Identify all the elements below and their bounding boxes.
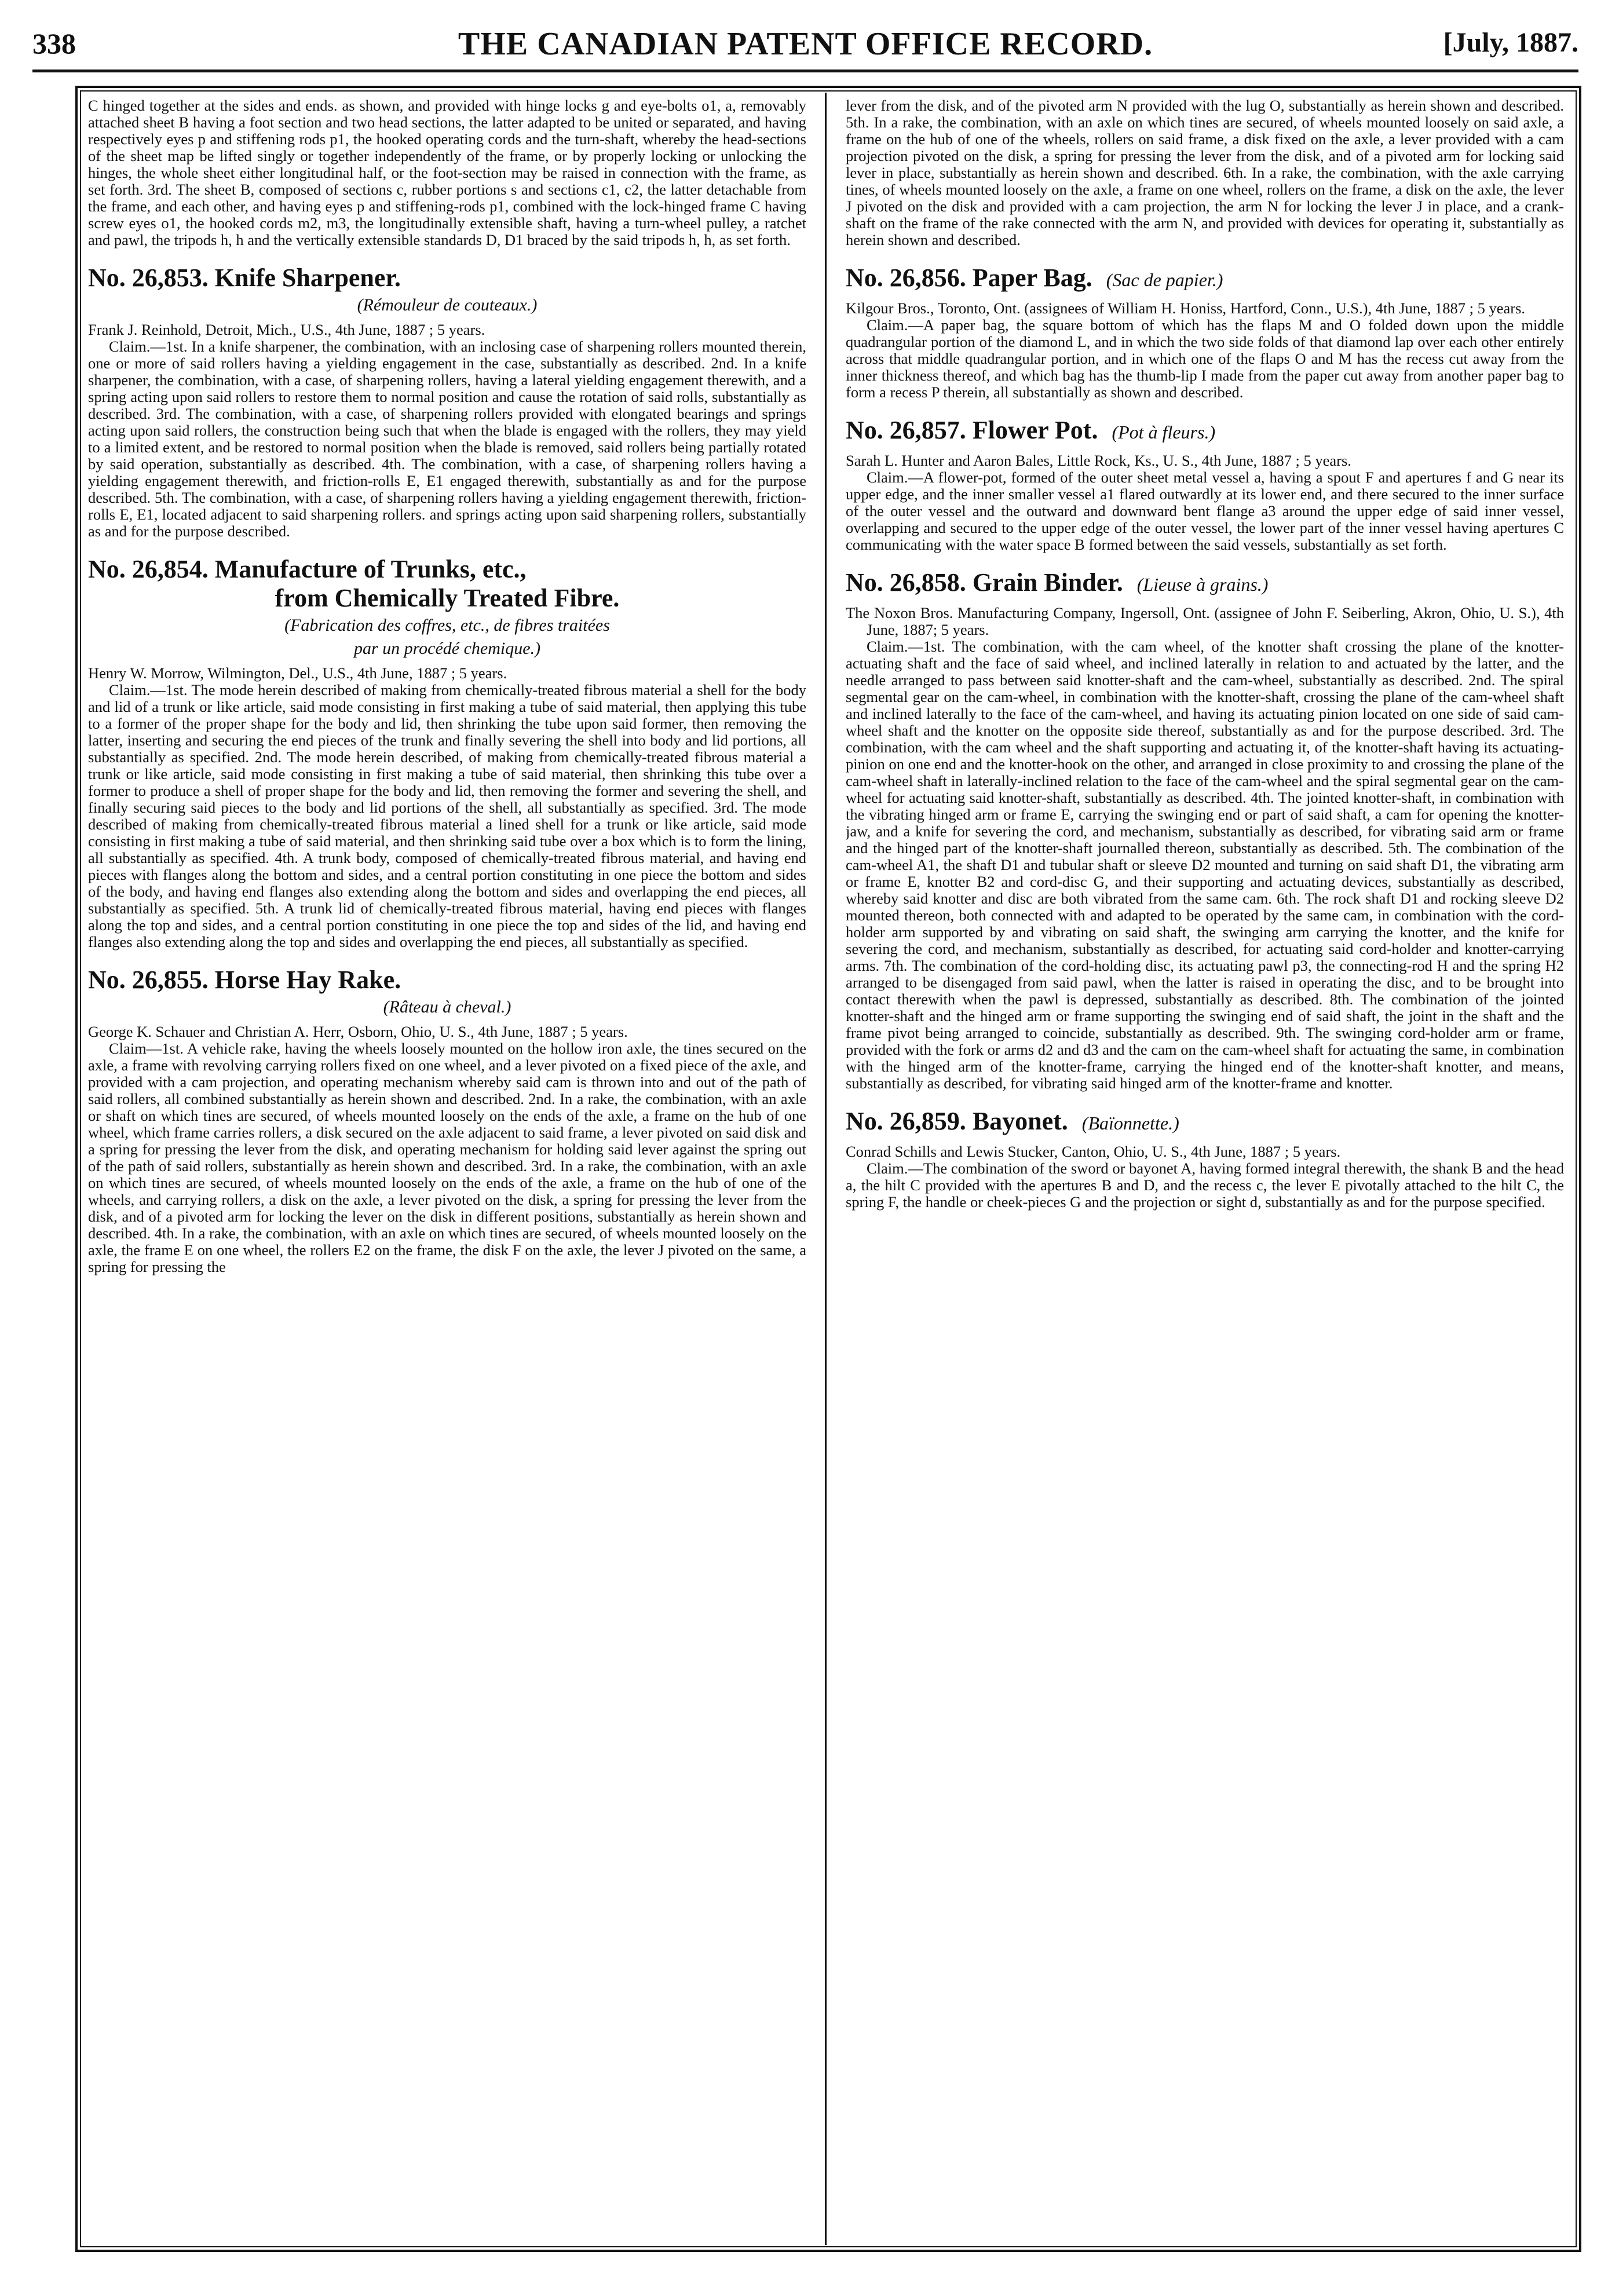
patent-26855-owner: George K. Schauer and Christian A. Herr, Osborn, Ohio, U. S., 4th June, 1887 ; 5 years. bbox=[88, 1023, 628, 1040]
patent-26859-heading bbox=[846, 1107, 1564, 1138]
patent-26856-french: (Sac de papier.) bbox=[1106, 269, 1223, 290]
patent-26859-title: No. 26,859. Bayonet. bbox=[846, 1107, 1068, 1135]
header-rule bbox=[32, 70, 1578, 72]
patent-26855-claim: Claim—1st. A vehicle rake, having the wheels loosely mounted on the hollow iron axle, the tines secured on the axle, a frame with revolving carrying rollers fixed on one wheel, and a lever pivoted on a fixed piece of the axle, and provided with a cam projection, and operating mechanism whereby said cam is thrown into and out of the path of said rollers, all combined substantially as herein shown and described. 2nd. In a rake, the combination, with an axle or shaft on which tines are secured, of wheels mounted loosely on the ends of the axle, a frame on the hub of one wheel, which frame carries rollers, a disk secured on the axle adjacent to said frame, a lever pivoted on said disk and a spring for pressing the lever from the disk, and operating mechanism for holding said lever against the spring out of the path of said rollers, substantially as herein shown and described. 3rd. In a rake, the combination, with an axle on which tines are secured, of wheels mounted loosely on the ends of the axle, a frame on the hub of one of the wheels, and carrying rollers, a disk on the axle, a lever pivoted on the disk, a spring for pressing the lever from the disk, and of a pivoted arm for locking the lever on the disk in different positions, substantially as herein shown and described. 4th. In a rake, the combination, with an axle on which tines are secured, of wheels mounted loosely on the axle, the frame E on one wheel, the rollers E2 on the frame, the disk F on the axle, the lever J pivoted on the same, a spring for pressing the bbox=[88, 1040, 806, 1275]
patent-26858-owner: The Noxon Bros. Manufacturing Company, Ingersoll, Ont. (assignee of John F. Seiberling, Akron, Ohio, U. S.), 4th June, 1887; 5 years. bbox=[846, 604, 1564, 638]
page-title: THE CANADIAN PATENT OFFICE RECORD. bbox=[458, 26, 1153, 62]
patent-26858-claim: Claim.—1st. The combination, with the cam wheel, of the knotter shaft crossing the plane of the knotter-actuating shaft and the face of said wheel, and inclined laterally in relation to and actuated by the latter, and the needle arranged to pass between said knotter-shaft and the cam-wheel, substantially as described. 2nd. The spiral segmental gear on the cam-wheel, in combination with the knotter-shaft, crossing the plane of the cam-wheel shaft and inclined laterally to the face of the cam-wheel, and having its actuating pinion located on one side of said cam-wheel shaft and the knotter on the opposite side thereof, substantially as and for the purpose described. 3rd. The combination, with the cam wheel and the shaft supporting and actuating it, of the knotter-shaft having its actuating-pinion on one end and the knotter-hook on the other, and arranged in close proximity to and crossing the plane of the cam-wheel shaft in laterally-inclined relation to the face of the cam-wheel and the spiral segmental gear on the cam-wheel for actuating said knotter-shaft, substantially as described. 4th. The jointed knotter-shaft, in combination with the vibrating hinged arm or frame E, carrying the swinging end or part of said shaft, a cam for opening the knotter-jaw, and a knife for severing the cord, and mechanism, substantially as described, for vibrating said arm or frame and the hinged part of the knotter-shaft journalled thereon, substantially as described. 5th. The combination of the cam-wheel A1, the shaft D1 and tubular shaft or sleeve D2 mounted and turning on said shaft D1, the vibrating arm or frame E, knotter B2 and cord-disc G, and their supporting and actuating devices, substantially as described, whereby said knotter and disc are both vibrated from the same cam. 6th. The rock shaft D1 and rocking sleeve D2 mounted thereon, both connected with and adapted to be operated by the same cam, in combination with the cord-holder arm supported by and vibrating on said shaft, the swinging arm carrying the knotter, and the knife for severing the cord, and mechanism, substantially as described, for actuating said cord-holder and knotter-carrying arms. 7th. The combination of the cord-holding disc, its actuating pawl p3, the connecting-rod H and the spring H2 arranged to be disengaged from said pawl, when the latter is raised in operating the disc, and to be brought into contact therewith when the pawl is depressed, substantially as described. 8th. The combination of the jointed knotter-shaft and the hinged arm or frame supporting the swinging end of said shaft, the joint in the shaft and the frame pivot being arranged to coincide, substantially as described. 9th. The swinging cord-holder arm or frame, provided with the fork or arms d2 and d3 and the cam on the cam-wheel shaft for actuating the same, in combination with the hinged arm of the knotter-frame, carrying the hinged end of the knotter-shaft knotter, and means, substantially as described, for vibrating said hinged arm of the knotter-frame and knotter. bbox=[846, 638, 1564, 1092]
patent-26854-french-line2: par un procédé chemique.) bbox=[353, 639, 541, 658]
patent-26859-french: (Baïonnette.) bbox=[1081, 1113, 1179, 1134]
patent-26854-french-line1: (Fabrication des coffres, etc., de fibres traitées bbox=[284, 616, 610, 635]
patent-26857-title: No. 26,857. Flower Pot. bbox=[846, 416, 1098, 444]
patent-26855-french: (Râteau à cheval.) bbox=[383, 997, 511, 1017]
patent-26858-heading bbox=[846, 568, 1564, 599]
continued-claim-right: lever from the disk, and of the pivoted arm N provided with the lug O, substantially as herein shown and described. 5th. In a rake, the combination, with an axle on which tines are secured, of wheels mounted loosely on said axle, a frame on the hub of one of the wheels, rollers on said frame, a disk fixed on the axle, a lever provided with a cam projection pivoted on the disk, a spring for pressing the lever from the disk, and of a pivoted arm for locking said lever in place, substantially as herein shown and described. 6th. In a rake, the combination, with the axle carrying tines, of wheels mounted loosely on the axle, a frame on one wheel, rollers on the frame, a disk on the axle, the lever J pivoted on the disk and provided with a cam projection, the arm N for locking the lever J in place, and a crank-shaft on the frame of the rake connected with the arm N, and provided with devices for operating it, substantially as herein shown and described. bbox=[846, 97, 1564, 248]
patent-26858-french: (Lieuse à grains.) bbox=[1136, 574, 1269, 595]
patent-26854-title-line1: No. 26,854. Manufacture of Trunks, etc., bbox=[88, 555, 527, 583]
patent-26854-title-line2: from Chemically Treated Fibre. bbox=[275, 584, 620, 612]
patent-26857-french: (Pot à fleurs.) bbox=[1112, 422, 1216, 443]
patent-26853-french: (Rémouleur de couteaux.) bbox=[357, 295, 538, 315]
patent-26853-owner: Frank J. Reinhold, Detroit, Mich., U.S., 4th June, 1887 ; 5 years. bbox=[88, 321, 485, 338]
patent-26856-owner: Kilgour Bros., Toronto, Ont. (assignees of William H. Honiss, Hartford, Conn., U.S.), 4th June, 1887 ; 5 years. bbox=[846, 299, 1526, 317]
patent-26854-title bbox=[88, 555, 806, 613]
patent-26854-owner: Henry W. Morrow, Wilmington, Del., U.S., 4th June, 1887 ; 5 years. bbox=[88, 664, 507, 682]
patent-26853-claim: Claim.—1st. In a knife sharpener, the combination, with an inclosing case of sharpening rollers mounted therein, one or more of said rollers having a yielding engagement in the case, substantially as described. 2nd. In a knife sharpener, the combination, with a case, of sharpening rollers, having a lateral yielding engagement therewith, and a spring acting upon said rollers to restore them to normal position and cause the rotation of said rolls, substantially as described. 3rd. The combination, with a case, of sharpening rollers provided with elongated bearings and springs acting upon said rollers, the construction being such that when the blade is engaged with the rollers, they may yield to a limited extent, and be restored to normal position when the blade is removed, said rollers being partially rotated by said operation, substantially as described. 4th. The combination, with a case, of sharpening rollers having a yielding engagement therewith, and friction-rolls E, E1 engaged therewith, substantially as and for the purpose described. 5th. The combination, with a case, of sharpening rollers having a yielding engagement therewith, friction-rolls E, E1, located adjacent to said sharpening rollers. and springs acting upon said sharpening rollers, substantially as and for the purpose described. bbox=[88, 338, 806, 540]
patent-26853-title: No. 26,853. Knife Sharpener. bbox=[88, 264, 401, 292]
issue-date: [July, 1887. bbox=[1443, 27, 1578, 58]
continued-claim: C hinged together at the sides and ends. as shown, and provided with hinge locks g and eye-bolts o1, a, removably attached sheet B having a foot section and two head sections, the latter adapted to be united or separated, and having respectively eyes p and stiffening rods p1, the hooked operating cords and the turn-shaft, whereby the head-sections of the sheet map be lifted singly or together independently of the frame, or by properly locking or unlocking the hinges, the whole sheet either longitudinal half, or the foot-section may be raised in connection with the frame, as set forth. 3rd. The sheet B, composed of sections c, rubber portions s and sections c1, c2, the latter detachable from the frame, and each other, and having eyes p and stiffening-rods p1, combined with the lock-hinged frame C having screw eyes o1, the hooked cords m2, m3, the longitudinally extensible shaft, having a turn-wheel pulley, a ratchet and pawl, the tripods h, h and the vertically extensible standards D, D1 braced by the said tripods h, h, as set forth. bbox=[88, 97, 806, 248]
patent-26857-owner: Sarah L. Hunter and Aaron Bales, Little Rock, Ks., U. S., 4th June, 1887 ; 5 years. bbox=[846, 452, 1351, 469]
page-header bbox=[32, 22, 1578, 68]
patent-26858-title: No. 26,858. Grain Binder. bbox=[846, 568, 1123, 597]
patent-26859-owner: Conrad Schills and Lewis Stucker, Canton, Ohio, U. S., 4th June, 1887 ; 5 years. bbox=[846, 1143, 1341, 1160]
patent-26857-claim: Claim.—A flower-pot, formed of the outer sheet metal vessel a, having a spout F and apertures f and G near its upper edge, and the inner smaller vessel a1 flared outwardly at its lower end, and there secured to the inner surface of the outer vessel and the outward and downward bent flange a3 around the upper edge of said inner vessel, overlapping and secured to the upper edge of the outer vessel, the lower part of the inner vessel having apertures C communicating with the water space B formed between the said vessels, substantially as set forth. bbox=[846, 469, 1564, 553]
patent-26855-title: No. 26,855. Horse Hay Rake. bbox=[88, 966, 401, 994]
right-column bbox=[846, 97, 1564, 2240]
patent-26859-claim: Claim.—The combination of the sword or bayonet A, having formed integral therewith, the shank B and the head a, the hilt C provided with the apertures B and D, and the recess c, the lever E pivotally attached to the hilt C, the spring F, the handle or cheek-pieces G and the projection or sight d, substantially as and for the purpose specified. bbox=[846, 1160, 1564, 1211]
patent-26856-title: No. 26,856. Paper Bag. bbox=[846, 264, 1092, 292]
patent-26854-claim: Claim.—1st. The mode herein described of making from chemically-treated fibrous material a shell for the body and lid of a trunk or like article, said mode consisting in first making a tube of said material, then applying this tube to a former of the proper shape for the body and lid, then shrinking the tube upon said former, then removing the latter, inserting and securing the end pieces of the trunk and finally severing the shell into body and lid portions, all substantially as specified. 2nd. The mode herein described, of making from chemically-treated fibrous material a trunk or like article, said mode consisting in first making a tube of said material, then shrinking this tube over a former to produce a shell of proper shape for the body and lid, then removing the former and severing the shell, and finally securing said pieces to the body and lid portions of the shell, all substantially as specified. 3rd. The mode described of making from chemically-treated fibrous material a lined shell for a trunk or like article, said mode consisting in first making a tube of said material, and then shrinking said tube over a box which is to form the lining, all substantially as specified. 4th. A trunk body, composed of chemically-treated fibrous material, and having end pieces with flanges along the bottom and sides, and a central portion constituting in one piece the bottom and sides of the body, and having end flanges also extending along the bottom and sides and overlapping the end pieces, all substantially as specified. 5th. A trunk lid of chemically-treated fibrous material, having end pieces with flanges along the top and sides, and a central portion constituting in one piece the top and sides of the lid, and having end flanges also extending along the top and sides and overlapping the end pieces, all substantially as specified. bbox=[88, 681, 806, 950]
patent-26856-heading bbox=[846, 264, 1564, 294]
patent-26857-heading bbox=[846, 416, 1564, 447]
left-column bbox=[88, 97, 806, 2240]
patent-26856-claim: Claim.—A paper bag, the square bottom of which has the flaps M and O folded down upon the middle quadrangular portion of the diamond L, and in which the two side folds of that diamond lap over each other entirely across that middle quadrangular portion, and in which one of the flaps O and M has the recess cut away from the inner thickness thereof, and which bag has the thumb-lip I made from the paper cut away from another paper bag to form a recess P therein, all substantially as shown and described. bbox=[846, 316, 1564, 401]
page-number: 338 bbox=[32, 27, 76, 60]
column-separator bbox=[825, 93, 827, 2245]
